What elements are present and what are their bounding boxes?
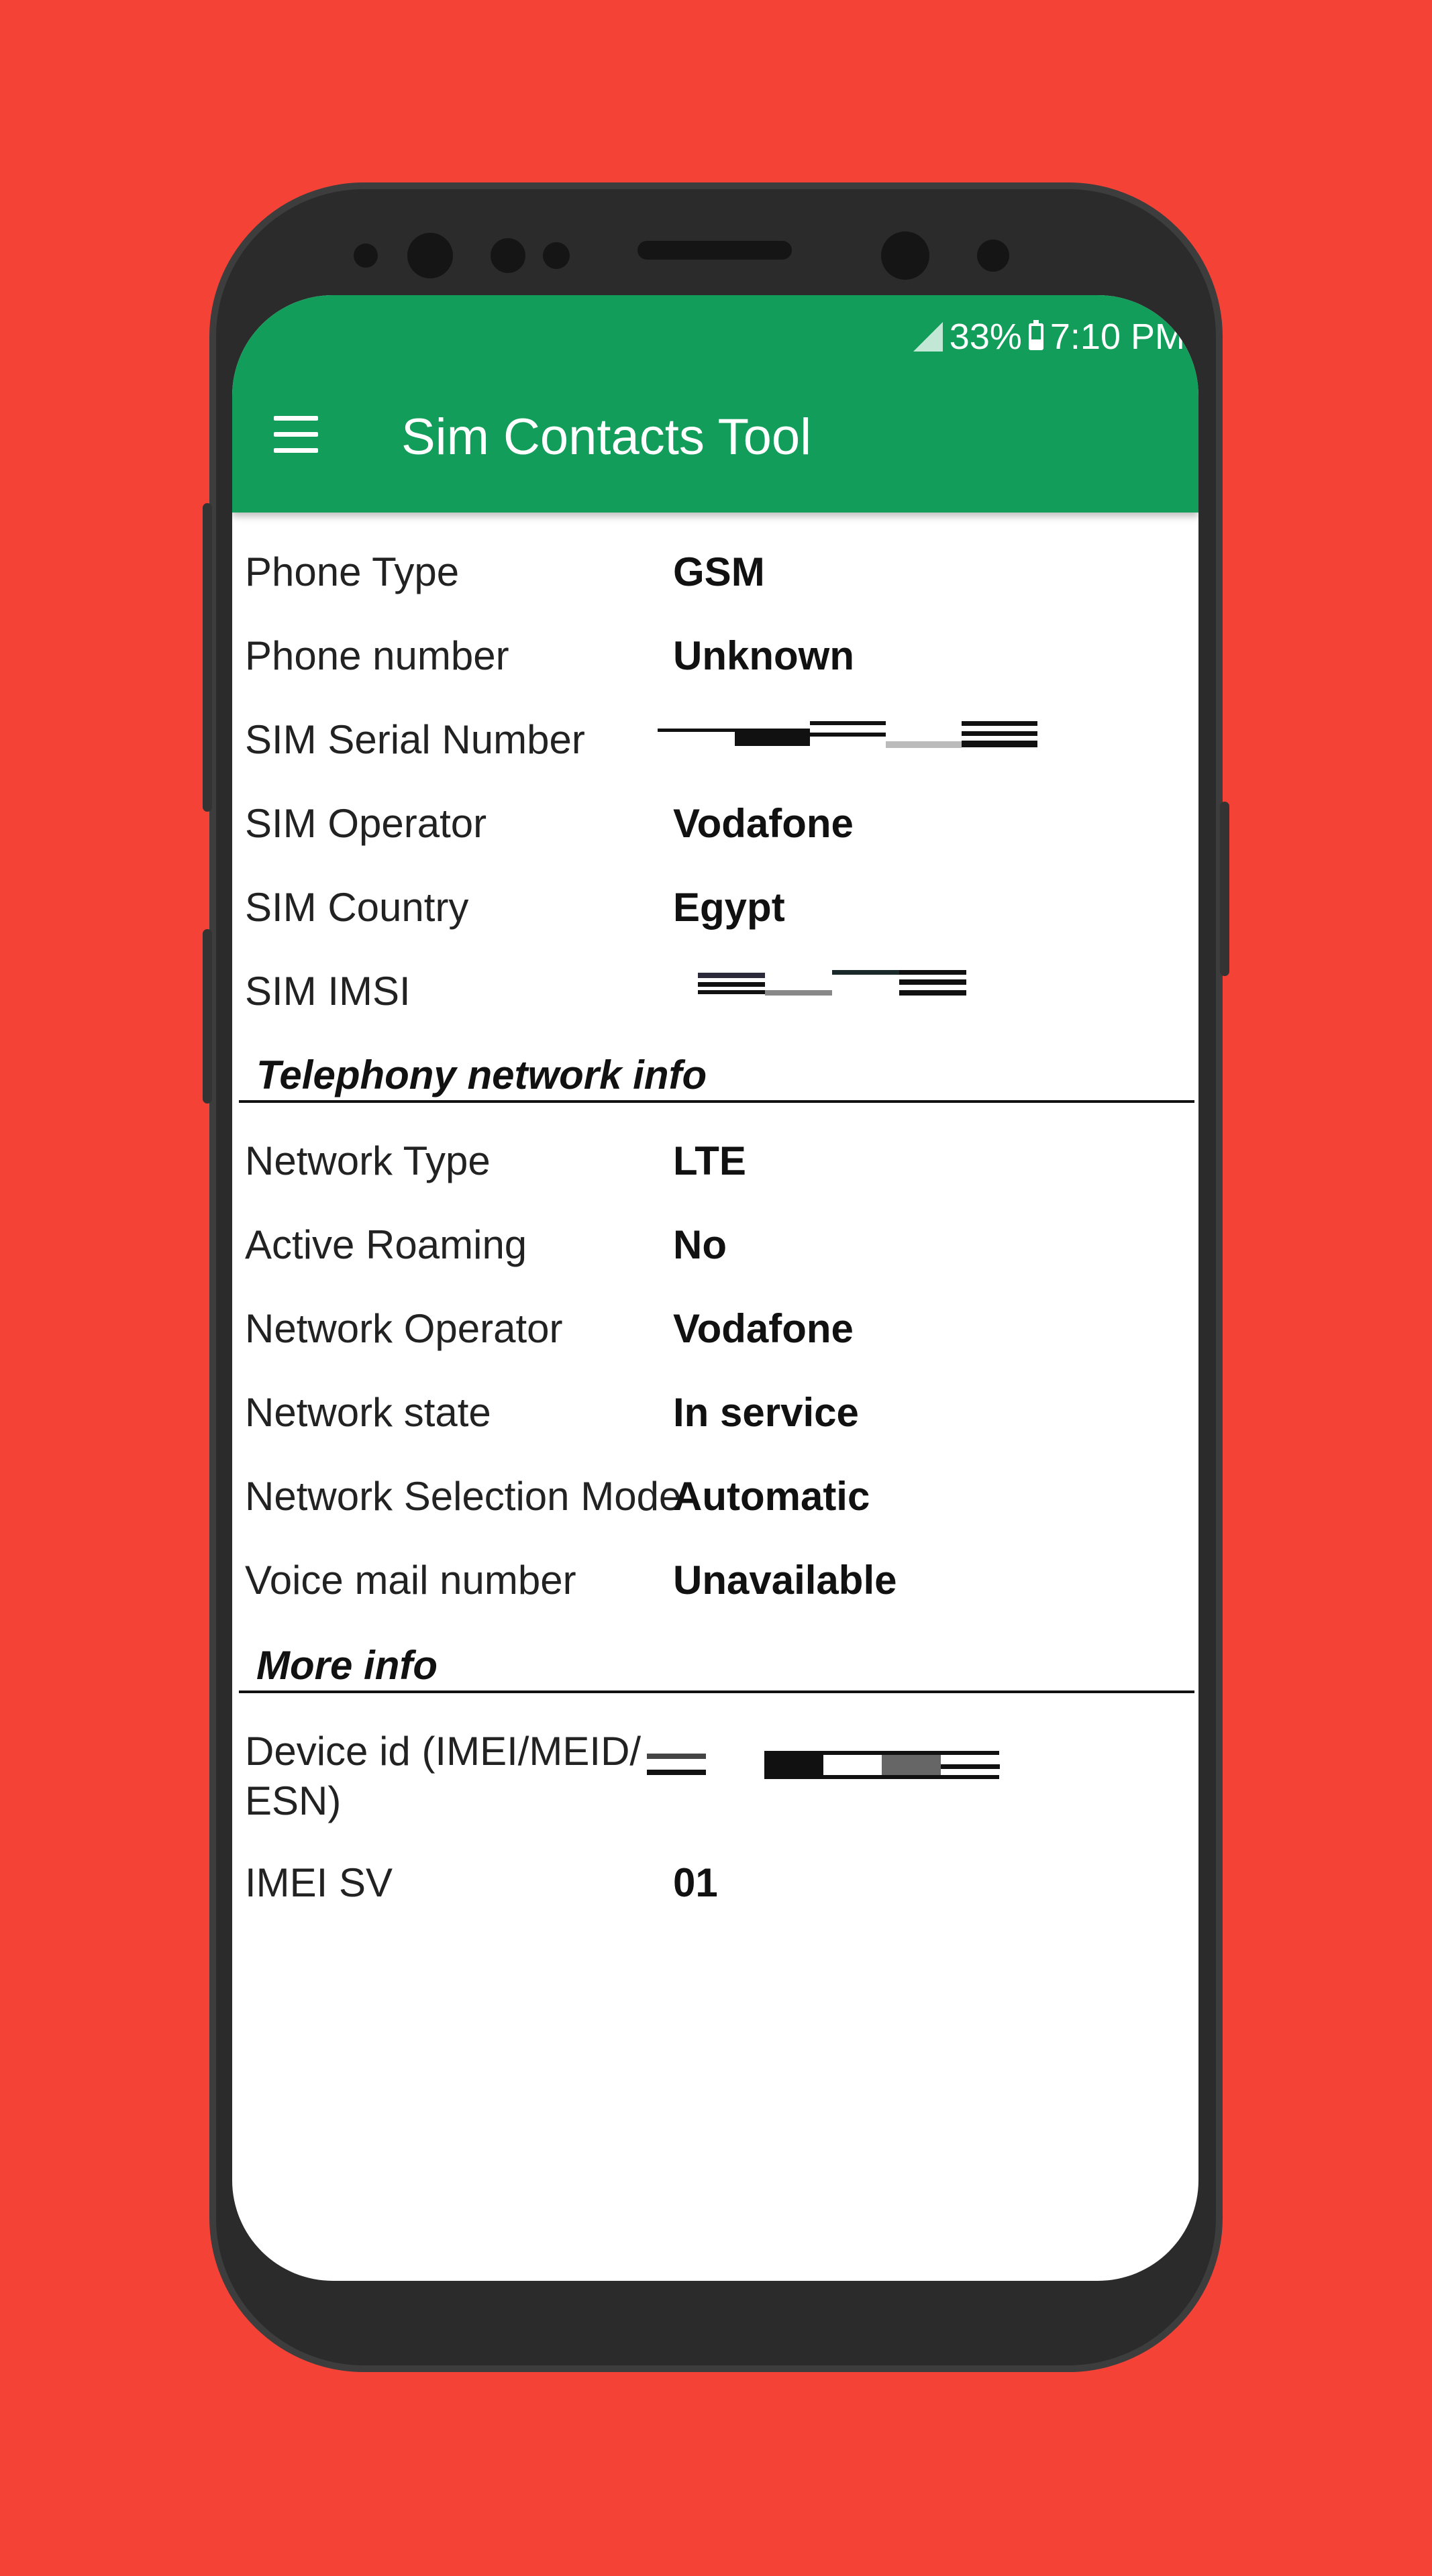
row-label: SIM IMSI bbox=[245, 969, 411, 1014]
row-label: Voice mail number bbox=[245, 1558, 576, 1603]
info-row-phone-number bbox=[245, 623, 1184, 697]
power-button bbox=[1220, 802, 1229, 976]
row-label: Network Operator bbox=[245, 1306, 563, 1351]
battery-percent: 33% bbox=[949, 317, 1022, 357]
row-label: Phone number bbox=[245, 633, 509, 678]
hamburger-menu-icon[interactable] bbox=[274, 416, 321, 453]
row-label: Device id (IMEI/MEID/ ESN) bbox=[245, 1729, 642, 1823]
row-label: SIM Operator bbox=[245, 801, 487, 846]
section-title: Telephony network info bbox=[256, 1053, 707, 1097]
volume-up-button bbox=[203, 503, 212, 812]
battery-icon bbox=[1029, 323, 1043, 350]
row-label: Network Selection Mode bbox=[245, 1474, 682, 1519]
info-row-network-type bbox=[245, 1128, 1184, 1202]
row-label: SIM Country bbox=[245, 885, 469, 930]
sensor-dot-icon bbox=[543, 242, 570, 269]
volume-down-button bbox=[203, 929, 212, 1104]
redacted-device-id bbox=[647, 1750, 1009, 1783]
clock: 7:10 PM bbox=[1050, 317, 1185, 357]
redacted-sim-imsi bbox=[698, 969, 973, 1002]
app-bar bbox=[232, 295, 1198, 513]
row-label: SIM Serial Number bbox=[245, 717, 585, 762]
app-title: Sim Contacts Tool bbox=[401, 409, 812, 466]
row-value: GSM bbox=[673, 549, 765, 594]
sensor-dot-icon bbox=[491, 238, 525, 273]
row-value: No bbox=[673, 1222, 727, 1267]
row-value: Vodafone bbox=[673, 801, 854, 846]
section-header-telephony bbox=[239, 1036, 1194, 1103]
earpiece-speaker bbox=[637, 241, 792, 260]
row-value: Egypt bbox=[673, 885, 785, 930]
section-header-more-info bbox=[239, 1626, 1194, 1693]
row-value: 01 bbox=[673, 1860, 718, 1905]
info-row-imei-sv bbox=[245, 1850, 1184, 1924]
phone-screen bbox=[232, 295, 1198, 2281]
row-value: In service bbox=[673, 1390, 859, 1435]
info-row-active-roaming bbox=[245, 1212, 1184, 1286]
row-value: LTE bbox=[673, 1138, 746, 1183]
row-label: Active Roaming bbox=[245, 1222, 527, 1267]
info-row-network-state bbox=[245, 1380, 1184, 1454]
signal-icon bbox=[913, 322, 943, 352]
front-camera-icon bbox=[407, 233, 453, 278]
row-label: Network state bbox=[245, 1390, 491, 1435]
row-value: Vodafone bbox=[673, 1306, 854, 1351]
row-label: Phone Type bbox=[245, 549, 460, 594]
info-row-voice-mail-number bbox=[245, 1548, 1184, 1621]
info-row-network-selection-mode bbox=[245, 1464, 1184, 1538]
row-label: IMEI SV bbox=[245, 1860, 393, 1905]
front-camera-icon bbox=[881, 231, 929, 280]
sensor-dot-icon bbox=[354, 244, 378, 268]
info-row-phone-type bbox=[245, 539, 1184, 613]
sensor-dot-icon bbox=[977, 239, 1009, 272]
row-value: Automatic bbox=[673, 1474, 870, 1519]
row-label: Network Type bbox=[245, 1138, 491, 1183]
row-value: Unknown bbox=[673, 633, 854, 678]
section-title: More info bbox=[256, 1643, 438, 1688]
status-bar bbox=[913, 310, 1185, 364]
redacted-sim-serial bbox=[658, 718, 1040, 751]
info-row-sim-operator bbox=[245, 791, 1184, 865]
info-row-network-operator bbox=[245, 1296, 1184, 1370]
row-value: Unavailable bbox=[673, 1558, 897, 1603]
info-row-sim-country bbox=[245, 875, 1184, 949]
